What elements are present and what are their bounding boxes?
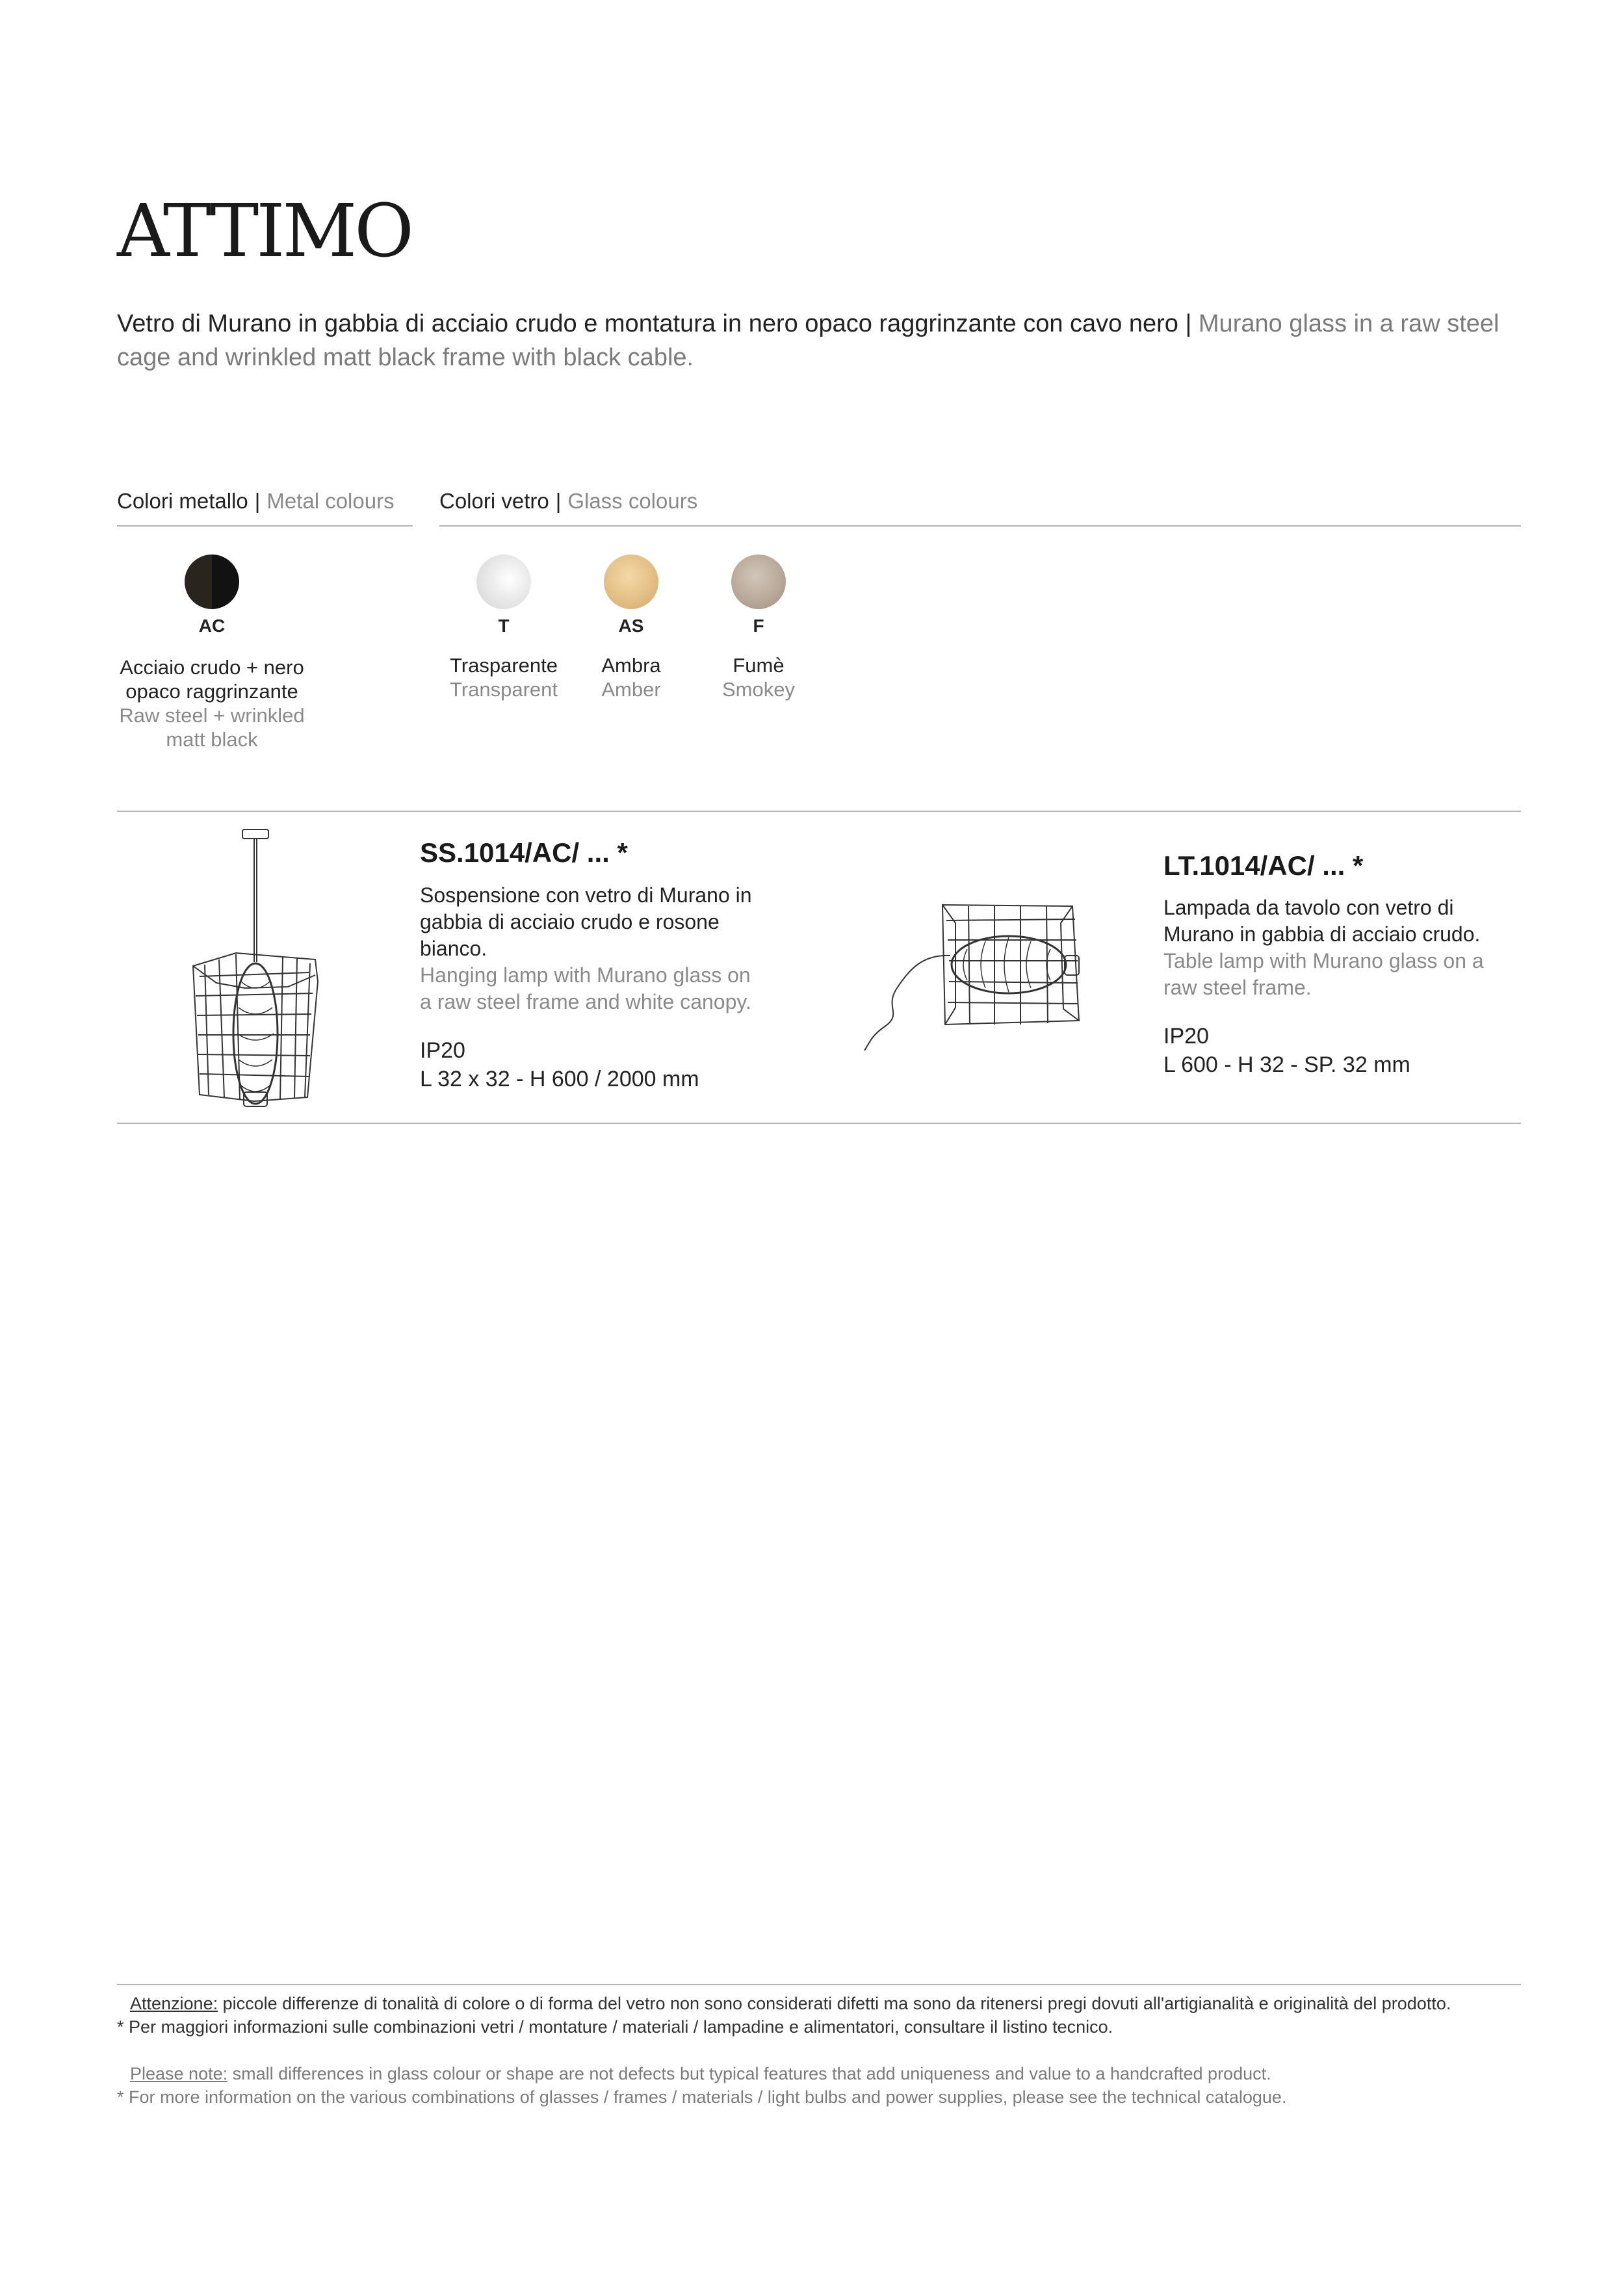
product-lt-code[interactable]: LT.1014/AC/ ... * [1163,850,1364,881]
metal-heading-it: Colori metallo [117,489,248,513]
notes-divider [117,1984,1521,1985]
swatch-t-code: T [498,616,510,636]
swatch-t-name-it: Trasparente [450,654,558,677]
product-lt-desc-it: Lampada da tavolo con vetro di Murano in gabbia di acciaio crudo. [1163,896,1481,946]
glass-heading-it: Colori vetro [439,489,549,513]
attention-label: Attenzione: [130,1994,218,2013]
more-info-it: * Per maggiori informazioni sulle combinazioni vetri / montature / materiali / lampadine e alimentatori, consultare il listino tecnico. [117,2017,1113,2037]
product-ss-description [420,882,764,1015]
metal-heading-en: Metal colours [266,489,395,513]
swatch-ac-code: AC [198,616,226,636]
swatch-t[interactable] [476,554,531,609]
swatch-f-label [684,653,833,701]
glass-heading-en: Glass colours [567,489,698,513]
more-info-en: * For more information on the various combinations of glasses / frames / materials / light bulbs and power supplies, please see the technical catalogue. [117,2087,1287,2107]
swatch-f-name-en: Smokey [722,678,795,701]
swatch-as-name-it: Ambra [601,654,661,677]
products-bottom-divider [117,1123,1521,1124]
product-lt-dimensions: L 600 - H 32 - SP. 32 mm [1163,1052,1410,1077]
attention-text: piccole differenze di tonalità di colore o di forma del vetro non sono considerati difetti ma sono da ritenersi pregi dovuti all'artigianalità e originalità del prodotto. [218,1994,1451,2013]
table-lamp-drawing[interactable] [858,897,1092,1056]
intro-italian: Vetro di Murano in gabbia di acciaio crudo e montatura in nero opaco raggrinzante con cavo nero | [117,310,1192,337]
swatch-as[interactable] [604,554,658,609]
swatch-t-name-en: Transparent [450,678,558,701]
product-lt-ip: IP20 [1163,1024,1209,1049]
glass-heading-separator: | [555,489,562,513]
swatch-ac-name-en: Raw steel + wrinkled matt black [119,704,305,751]
please-note-label: Please note: [130,2064,228,2083]
intro-english: Murano glass in a raw steel cage and wrinkled matt black frame with black cable. [117,310,1500,371]
swatch-f[interactable] [731,554,786,609]
glass-section-divider [439,525,1521,527]
product-ss-dimensions: L 32 x 32 - H 600 / 2000 mm [420,1067,699,1091]
swatch-as-name-en: Amber [601,678,661,701]
page-title: ATTIMO [117,189,411,274]
swatch-as-code: AS [618,616,644,636]
products-top-divider [117,811,1521,812]
product-ss-specs [420,1036,699,1093]
swatch-ac-name-it: Acciaio crudo + nero opaco raggrinzante [120,656,304,703]
swatch-ac[interactable] [185,554,239,612]
product-lt-description [1163,894,1514,1001]
swatch-ac-label [97,655,326,751]
glass-colours-heading [439,489,697,514]
metal-colours-heading [117,489,395,514]
product-lt-desc-en: Table lamp with Murano glass on a raw steel frame. [1163,949,1484,999]
hanging-lamp-drawing[interactable] [185,826,328,1115]
product-intro [117,307,1534,374]
product-ss-ip: IP20 [420,1038,465,1063]
metal-section-divider [117,525,413,527]
swatch-ac-circle [185,554,239,609]
please-note-text: small differences in glass colour or shape are not defects but typical features that add uniqueness and value to a handcrafted product. [227,2064,1271,2083]
swatch-f-code: F [753,616,764,636]
please-note [117,2062,1547,2085]
attention-note [117,1992,1547,2015]
footer-notes [117,1992,1547,2109]
product-lt-specs [1163,1022,1410,1079]
product-ss-code[interactable]: SS.1014/AC/ ... * [420,837,628,868]
product-ss-desc-it: Sospensione con vetro di Murano in gabbia di acciaio crudo e rosone bianco. [420,883,752,960]
swatch-f-name-it: Fumè [733,654,785,677]
product-ss-desc-en: Hanging lamp with Murano glass on a raw steel frame and white canopy. [420,963,751,1013]
metal-heading-separator: | [254,489,261,513]
